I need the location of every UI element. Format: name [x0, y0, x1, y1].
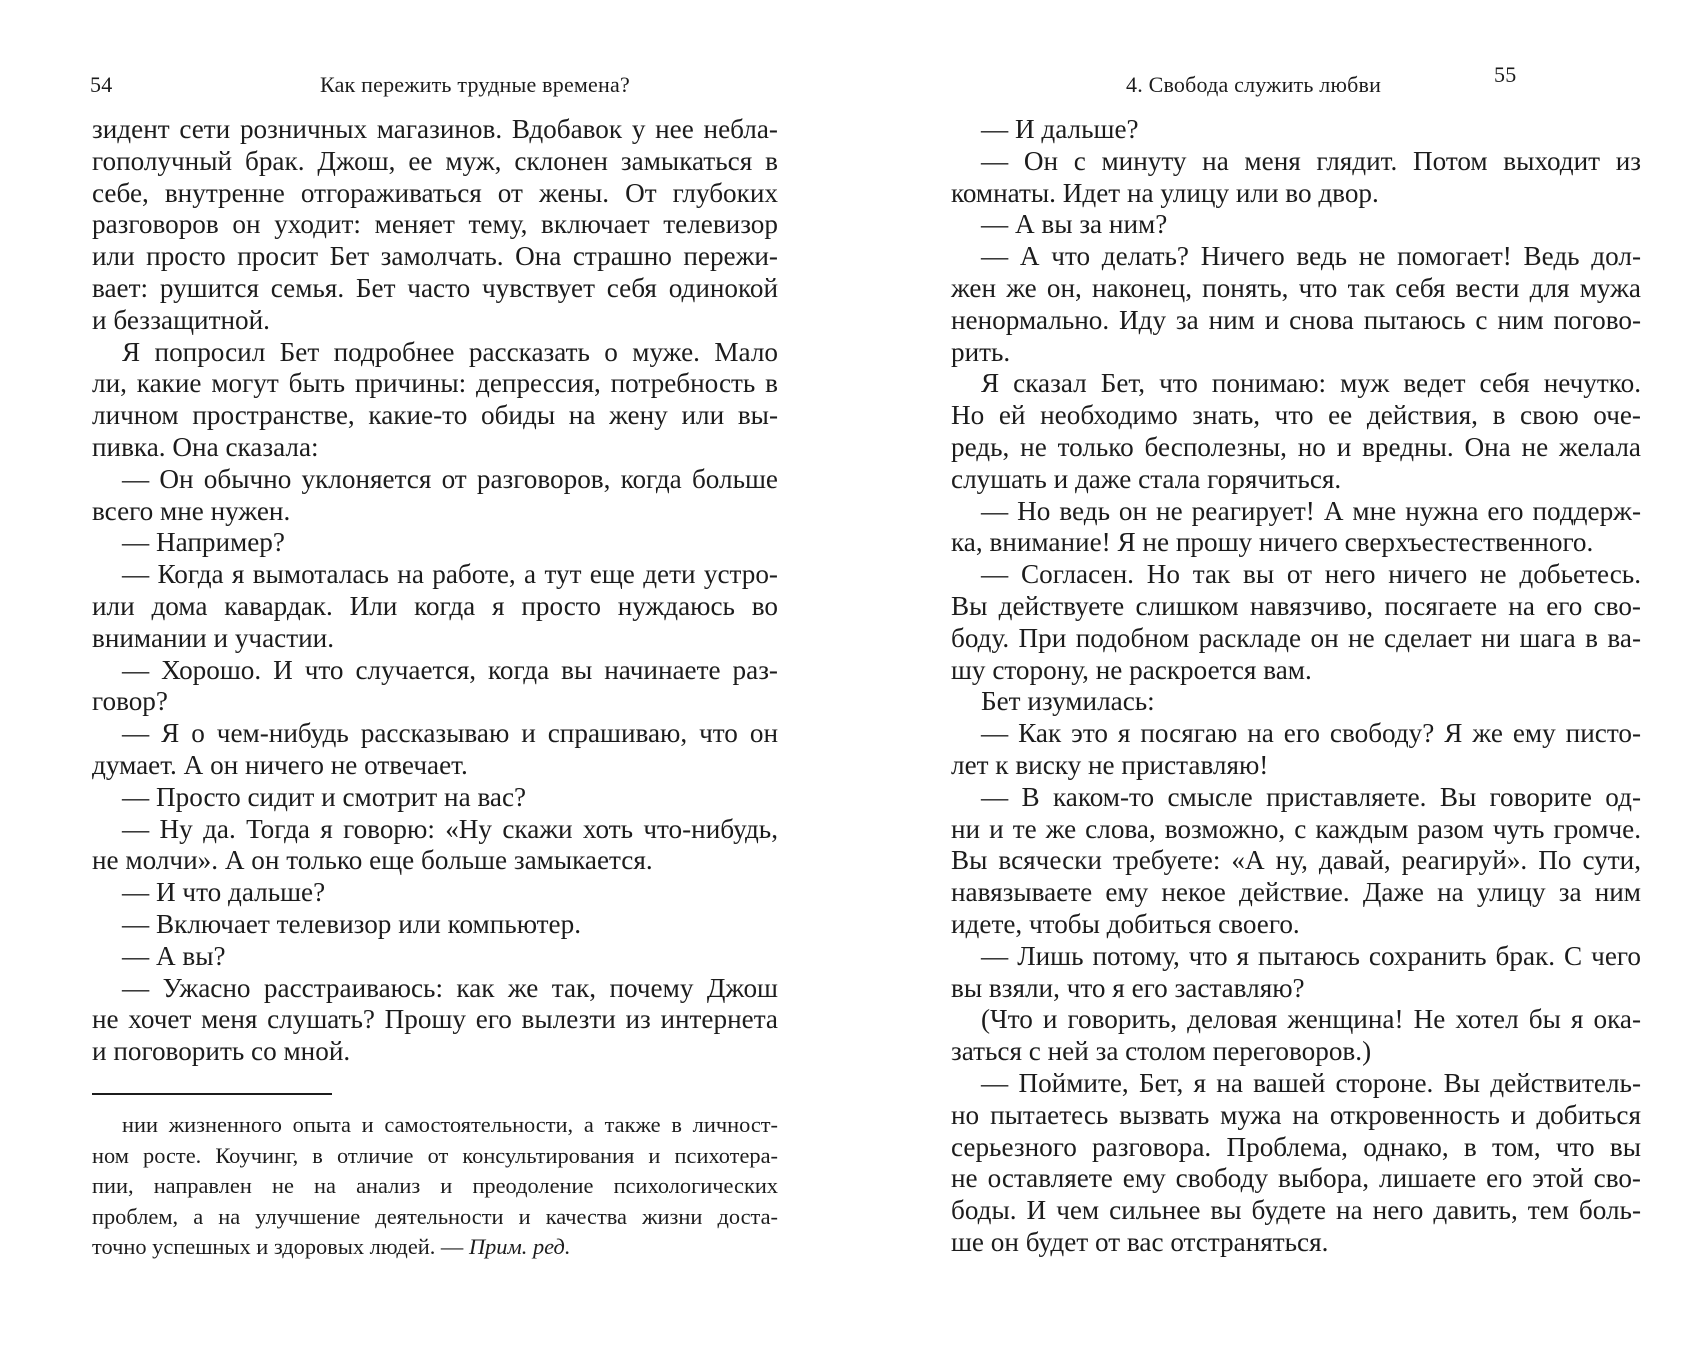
- left-text-line: себе, внутренне отгораживаться от жены. От глубоких: [92, 177, 778, 208]
- right-text-line: заться с ней за столом переговоров.): [951, 1036, 1372, 1067]
- right-text-line: лет к виску не приставляю!: [951, 749, 1269, 780]
- right-text-line: ше он будет от вас отстраняться.: [951, 1226, 1329, 1257]
- left-text-line: или дома кавардак. Или когда я просто нуждаюсь во: [92, 590, 778, 621]
- left-text-line: пивка. Она сказала:: [92, 431, 319, 462]
- right-text-line: слушать и даже стала горячиться.: [951, 463, 1342, 494]
- right-text-line: ненормально. Иду за ним и снова пытаюсь с ним погово-: [951, 304, 1641, 335]
- left-text-line: ли, какие могут быть причины: депрессия, потребность в: [92, 368, 778, 399]
- left-text-line: всего мне нужен.: [92, 495, 291, 526]
- footnote-line: проблем, а на улучшение деятельности и качества жизни доста-: [92, 1203, 778, 1229]
- footnote-rule: [92, 1093, 332, 1095]
- footnote-line: [92, 1232, 778, 1263]
- right-text-line: шу сторону, не раскроется вам.: [951, 654, 1312, 685]
- right-text-line: Вы всячески требуете: «А ну, давай, реагируй». По сути,: [951, 845, 1641, 876]
- left-text-line: личном пространстве, какие-то обиды на жену или вы-: [92, 400, 778, 431]
- left-text-line: — Когда я вымоталась на работе, а тут еще дети устро-: [122, 559, 778, 590]
- footnote: [92, 1110, 778, 1263]
- page-number-left: 54: [90, 72, 113, 97]
- left-text-line: гополучный брак. Джош, ее муж, склонен замыкаться в: [92, 145, 778, 176]
- right-text-line: — Согласен. Но так вы от него ничего не добьетесь.: [981, 559, 1641, 590]
- right-text-line: — И дальше?: [981, 114, 1139, 144]
- right-text-line: редь, не только бесполезны, но и вредны. Она не желала: [951, 431, 1641, 462]
- right-text-line: — Но ведь он не реагирует! А мне нужна его поддерж-: [981, 495, 1641, 526]
- left-text-line: — Просто сидит и смотрит на вас?: [122, 781, 527, 812]
- left-text-line: — Ужасно расстраиваюсь: как же так, почему Джош: [122, 972, 778, 1003]
- running-title-right: 4. Свобода служить любви: [1126, 72, 1382, 97]
- left-body-text: [92, 114, 778, 1068]
- right-text-line: — Он с минуту на меня глядит. Потом выходит из: [981, 145, 1641, 176]
- right-text-line: Но ей необходимо знать, что ее действия, в свою оче-: [951, 400, 1641, 431]
- left-text-line: внимании и участии.: [92, 622, 334, 653]
- left-text-line: не хочет меня слушать? Прошу его вылезти из интернета: [92, 1004, 778, 1035]
- footnote-last-text: точно успешных и здоровых людей. —: [92, 1234, 469, 1260]
- running-title-left: Как пережить трудные времена?: [320, 72, 630, 97]
- left-text-line: — Включает телевизор или компьютер.: [122, 908, 581, 939]
- left-text-line: и поговорить со мной.: [92, 1036, 351, 1067]
- left-text-line: Я попросил Бет подробнее рассказать о муже. Мало: [122, 336, 778, 367]
- right-text-line: серьезного разговора. Проблема, однако, в том, что вы: [951, 1131, 1641, 1162]
- left-text-line: не молчи». А он только еще больше замыкается.: [92, 845, 653, 876]
- left-text-line: — Я о чем-нибудь рассказываю и спрашиваю, что он: [122, 718, 778, 749]
- right-text-line: не оставляете ему свободу выбора, лишаете его этой сво-: [951, 1163, 1641, 1194]
- footnote-line: пии, направлен не на анализ и преодоление психологических: [92, 1173, 778, 1199]
- right-text-line: вы взяли, что я его заставляю?: [951, 972, 1305, 1003]
- right-text-line: идете, чтобы добиться своего.: [951, 908, 1300, 939]
- right-page: [845, 0, 1689, 1365]
- left-text-line: — Он обычно уклоняется от разговоров, когда больше: [122, 463, 778, 494]
- left-text-line: думает. А он ничего не отвечает.: [92, 749, 468, 780]
- right-text-line: (Что и говорить, деловая женщина! Не хотел бы я ока-: [981, 1004, 1641, 1035]
- left-text-line: вает: рушится семья. Бет часто чувствует себя одинокой: [92, 272, 778, 303]
- footnote-line: ном росте. Коучинг, в отличие от консультирования и психотера-: [92, 1142, 778, 1168]
- right-text-line: — А вы за ним?: [981, 209, 1168, 240]
- right-text-line: рить.: [951, 336, 1011, 367]
- left-text-line: — А вы?: [122, 940, 226, 971]
- left-text-line: разговоров он уходит: меняет тему, включает телевизор: [92, 209, 778, 240]
- right-text-line: комнаты. Идет на улицу или во двор.: [951, 177, 1379, 208]
- left-text-line: — Хорошо. И что случается, когда вы начинаете раз-: [122, 654, 778, 685]
- right-body-text: [951, 114, 1641, 1259]
- right-text-line: боды. И чем сильнее вы будете на него давить, тем боль-: [951, 1195, 1641, 1226]
- right-text-line: навязываете ему некое действие. Даже на улицу за ним: [951, 877, 1641, 908]
- left-text-line: и беззащитной.: [92, 304, 270, 335]
- left-text-line: зидент сети розничных магазинов. Вдобавок у нее небла-: [92, 114, 778, 144]
- right-text-line: — Как это я посягаю на его свободу? Я же ему писто-: [981, 718, 1641, 749]
- left-text-line: или просто просит Бет замолчать. Она страшно пережи-: [92, 241, 778, 272]
- editor-note-abbreviation: Прим. ред.: [468, 1234, 571, 1260]
- right-text-line: жен же он, наконец, понять, что так себя вести для мужа: [951, 272, 1641, 303]
- right-text-line: Вы действуете слишком навязчиво, посягаете на его сво-: [951, 590, 1641, 621]
- right-text-line: ни и те же слова, возможно, с каждым разом чуть громче.: [951, 813, 1641, 844]
- right-text-line: — Лишь потому, что я пытаюсь сохранить брак. С чего: [981, 940, 1641, 971]
- right-text-line: Бет изумилась:: [981, 686, 1155, 717]
- left-text-line: — Ну да. Тогда я говорю: «Ну скажи хоть что-нибудь,: [122, 813, 778, 844]
- right-text-line: но пытаетесь вызвать мужа на откровенность и добиться: [951, 1099, 1641, 1130]
- right-text-line: — Поймите, Бет, я на вашей стороне. Вы действитель-: [981, 1067, 1641, 1098]
- right-text-line: Я сказал Бет, что понимаю: муж ведет себя нечутко.: [981, 368, 1641, 399]
- right-text-line: — В каком-то смысле приставляете. Вы говорите од-: [981, 781, 1641, 812]
- right-text-line: ка, внимание! Я не прошу ничего сверхъестественного.: [951, 527, 1594, 558]
- right-text-line: — А что делать? Ничего ведь не помогает! Ведь дол-: [981, 241, 1641, 272]
- footnote-line: нии жизненного опыта и самостоятельности, а также в личност-: [122, 1112, 778, 1137]
- left-text-line: — Например?: [122, 527, 285, 558]
- left-text-line: говор?: [92, 686, 168, 717]
- right-text-line: боду. При подобном раскладе он не сделает ни шага в ва-: [951, 622, 1641, 653]
- left-text-line: — И что дальше?: [122, 877, 326, 908]
- page-number-right: 55: [1494, 62, 1517, 87]
